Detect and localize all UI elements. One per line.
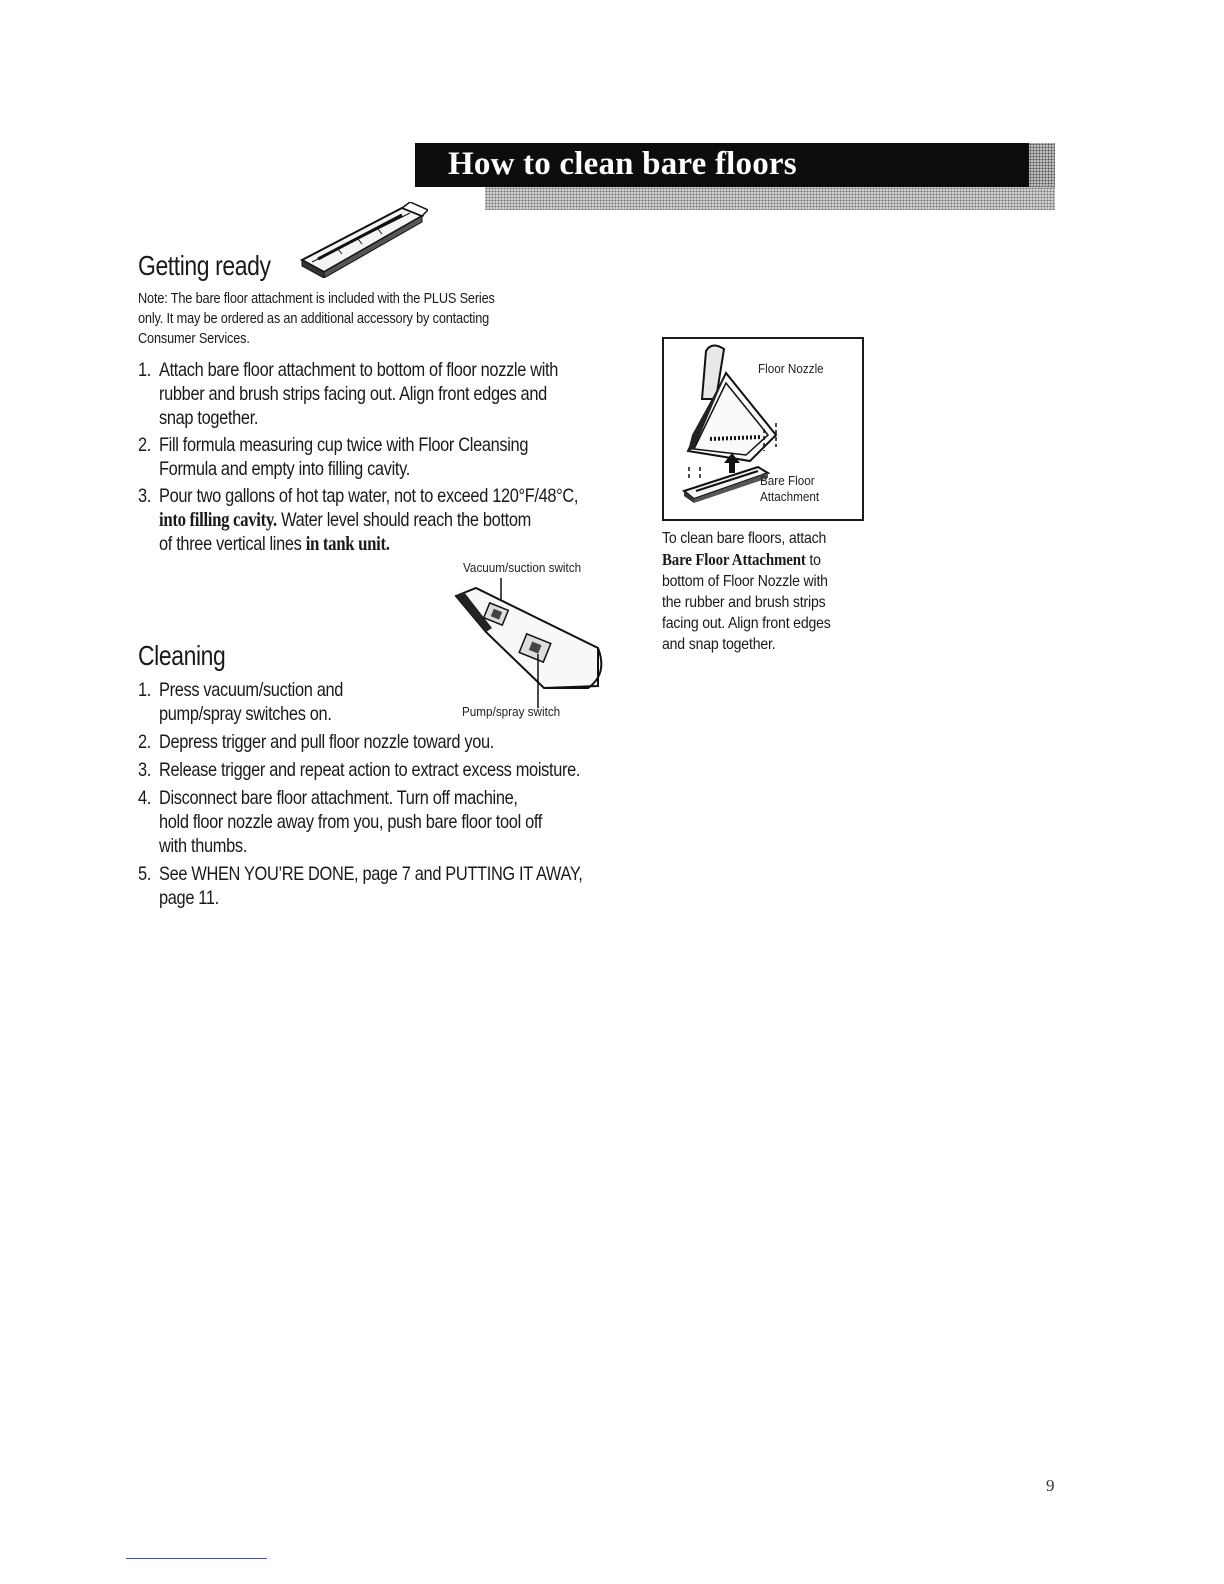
step-number: 3. bbox=[138, 485, 151, 507]
step-line: See WHEN YOU’RE DONE, page 7 and PUTTING IT AWAY, bbox=[159, 863, 583, 885]
step-number: 2. bbox=[138, 731, 151, 753]
list-item bbox=[138, 862, 625, 910]
step-number: 3. bbox=[138, 759, 151, 781]
caption-line bbox=[662, 549, 873, 571]
step-line: Press vacuum/suction and bbox=[159, 679, 344, 701]
floor-nozzle-figure bbox=[662, 337, 864, 521]
list-item bbox=[138, 758, 625, 782]
vacuum-switch-label: Vacuum/suction switch bbox=[463, 560, 582, 575]
title-banner bbox=[415, 143, 1055, 187]
step-line: with thumbs. bbox=[159, 835, 247, 857]
step-line: Pour two gallons of hot tap water, not to exceed 120°F/48°C, bbox=[159, 485, 579, 507]
step-line: Depress trigger and pull floor nozzle toward you. bbox=[159, 731, 494, 753]
getting-ready-steps bbox=[138, 358, 718, 556]
figure-caption bbox=[662, 528, 873, 655]
step-line bbox=[159, 532, 625, 556]
step-line: Release trigger and repeat action to extract excess moisture. bbox=[159, 759, 581, 781]
list-item bbox=[138, 433, 625, 481]
list-item bbox=[138, 730, 625, 754]
step-line: Fill formula measuring cup twice with Floor Cleansing bbox=[159, 434, 529, 456]
step-text: of three vertical lines bbox=[159, 533, 306, 555]
note-line: Consumer Services. bbox=[138, 330, 250, 347]
list-item bbox=[138, 484, 625, 556]
cleaning-heading: Cleaning bbox=[138, 640, 226, 671]
step-line: pump/spray switches on. bbox=[159, 703, 332, 725]
step-line: snap together. bbox=[159, 407, 259, 429]
getting-ready-heading: Getting ready bbox=[138, 250, 271, 281]
note-line: only. It may be ordered as an additional accessory by contacting bbox=[138, 310, 490, 327]
caption-emphasis: Bare Floor Attachment bbox=[662, 550, 806, 569]
step-number: 1. bbox=[138, 679, 151, 701]
attachment-label: Attachment bbox=[760, 489, 820, 504]
bare-floor-label: Bare Floor bbox=[760, 473, 815, 488]
step-number: 2. bbox=[138, 434, 151, 456]
step-emphasis: into filling cavity. bbox=[159, 509, 277, 531]
step-line: page 11. bbox=[159, 887, 219, 909]
footer-rule bbox=[126, 1558, 267, 1559]
step-emphasis: in tank unit. bbox=[305, 533, 390, 555]
page-title: How to clean bare floors bbox=[448, 146, 797, 182]
caption-line: To clean bare floors, attach bbox=[662, 530, 827, 547]
list-item bbox=[138, 786, 625, 858]
step-line: rubber and brush strips facing out. Align front edges and bbox=[159, 383, 547, 405]
step-number: 1. bbox=[138, 359, 151, 381]
banner-dot-pattern bbox=[485, 187, 1055, 210]
floor-nozzle-label: Floor Nozzle bbox=[758, 361, 824, 376]
caption-text: to bbox=[805, 552, 821, 569]
step-line: Disconnect bare floor attachment. Turn off machine, bbox=[159, 787, 518, 809]
list-item bbox=[138, 358, 625, 430]
note-line: Note: The bare floor attachment is included with the PLUS Series bbox=[138, 290, 495, 307]
list-item bbox=[138, 678, 625, 726]
page-number: 9 bbox=[1046, 1476, 1055, 1495]
cleaning-steps bbox=[138, 678, 718, 910]
step-line bbox=[159, 508, 625, 532]
caption-line: and snap together. bbox=[662, 636, 776, 653]
step-text: Water level should reach the bottom bbox=[276, 509, 531, 531]
caption-line: bottom of Floor Nozzle with bbox=[662, 573, 828, 590]
banner-edge-pattern bbox=[1029, 143, 1055, 187]
step-number: 5. bbox=[138, 863, 151, 885]
bare-floor-attachment-icon bbox=[298, 202, 428, 278]
caption-line: facing out. Align front edges bbox=[662, 615, 831, 632]
note-text bbox=[138, 289, 614, 349]
caption-line: the rubber and brush strips bbox=[662, 594, 826, 611]
step-line: Attach bare floor attachment to bottom of floor nozzle with bbox=[159, 359, 558, 381]
step-line: hold floor nozzle away from you, push bare floor tool off bbox=[159, 811, 543, 833]
step-number: 4. bbox=[138, 787, 151, 809]
step-line: Formula and empty into filling cavity. bbox=[159, 458, 410, 480]
pump-switch-label: Pump/spray switch bbox=[462, 704, 561, 719]
